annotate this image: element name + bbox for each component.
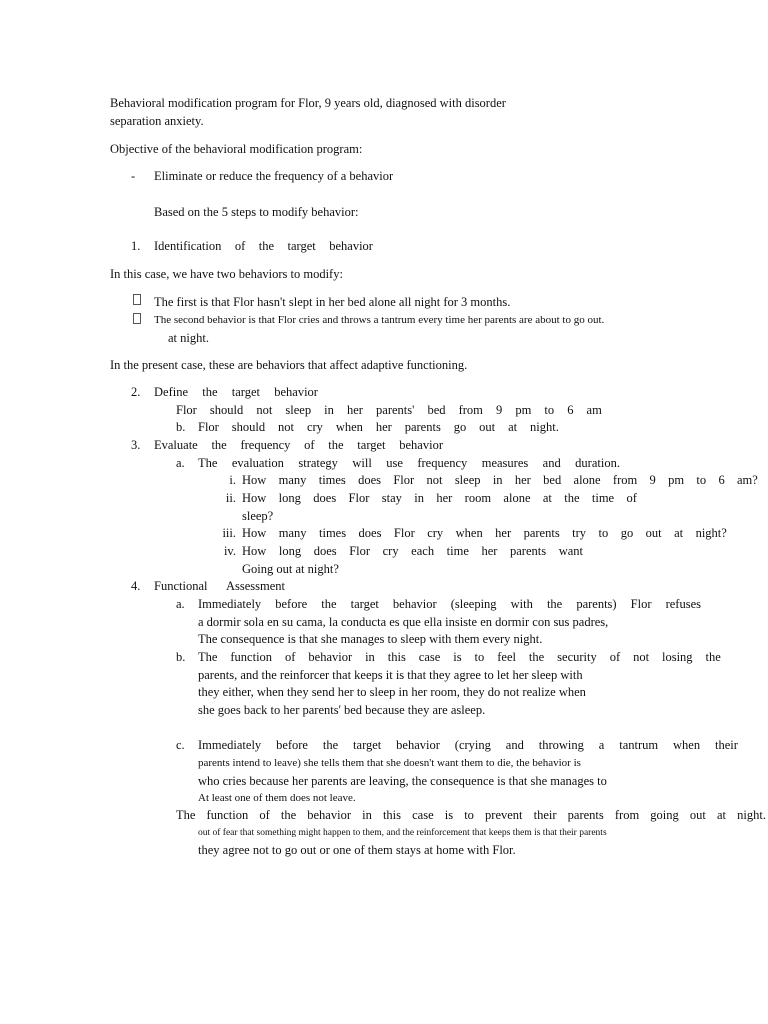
word: Flor (349, 544, 371, 558)
word: to (464, 808, 474, 822)
word: strategy (298, 456, 338, 470)
word: behavior (274, 385, 318, 399)
word: at (508, 420, 518, 434)
step3-a-text (198, 455, 620, 471)
word: measures (481, 456, 529, 470)
word: out (689, 808, 706, 822)
word: out (645, 526, 662, 540)
step2-b-marker: b. (176, 420, 186, 434)
word: am (586, 403, 602, 417)
step4-function-line2: out of fear that something might happen to them, and the reinforcement that keeps them is that their parents (198, 828, 607, 838)
step4-a-marker: a. (176, 597, 185, 611)
word: case (418, 650, 441, 664)
word: of (304, 438, 315, 452)
step4-a-line2: a dormir sola en su cama, la conducta es que ella insiste en dormir con sus padres, (198, 615, 609, 629)
step4-b-marker: b. (176, 650, 186, 664)
word: try (572, 526, 587, 540)
word: the (328, 438, 344, 452)
word: when (455, 526, 483, 540)
word: from (614, 808, 640, 822)
word: going (650, 808, 679, 822)
step4-c-line4: At least one of them does not leave. (198, 792, 356, 804)
checkbox-icon (133, 294, 141, 305)
word: How (242, 544, 267, 558)
word: night. (737, 808, 766, 822)
word: How (242, 491, 267, 505)
word: her (495, 526, 512, 540)
word: of (259, 808, 270, 822)
word: 6 (567, 403, 574, 417)
step3-iv-marker: iv. (223, 544, 236, 558)
word: Evaluate (154, 438, 198, 452)
objective-dash: - (131, 169, 136, 183)
step4-b-line2: parents, and the reinforcer that keeps it is that they agree to let her sleep with (198, 668, 583, 682)
word: refuses (665, 597, 701, 611)
step3-iv-text (242, 543, 583, 559)
word: How (242, 473, 267, 487)
word: time (446, 544, 469, 558)
word: and (505, 738, 524, 752)
step4-c-line2: parents intend to leave) she tells them that she doesn't want them to die, the behavior is (198, 757, 581, 769)
word: will (352, 456, 372, 470)
word: from (458, 403, 483, 417)
step4-a-text (198, 596, 701, 612)
word: the (705, 650, 721, 664)
word: cry (427, 526, 444, 540)
word: to (544, 403, 555, 417)
step3-iii-text (242, 525, 727, 541)
word: behavior (308, 650, 353, 664)
word: cry (306, 420, 323, 434)
word: in (492, 473, 503, 487)
word: case (412, 808, 434, 822)
word: behavior (329, 239, 373, 253)
word: of (285, 650, 296, 664)
word: in (324, 403, 334, 417)
word: is (453, 650, 462, 664)
word: The (176, 808, 196, 822)
word: sleep (454, 473, 481, 487)
word: long (278, 491, 301, 505)
word: the (546, 597, 563, 611)
word: behavior (396, 738, 440, 752)
behavior-first: The first is that Flor hasn't slept in her bed alone all night for 3 months. (154, 295, 511, 309)
word: not (256, 403, 273, 417)
word: of (609, 650, 621, 664)
step4-function-line3: they agree not to go out or one of them stays at home with Flor. (198, 843, 516, 857)
word: many (278, 526, 307, 540)
word: target (350, 597, 379, 611)
word: go (620, 526, 634, 540)
word: Functional (154, 579, 208, 593)
word: the (202, 385, 218, 399)
word: target (357, 438, 386, 452)
word: function (230, 650, 273, 664)
step4-a-line3: The consequence is that she manages to sleep with them every night. (198, 632, 543, 646)
word: times (318, 473, 346, 487)
word: the (321, 597, 337, 611)
step4-c-marker: c. (176, 738, 185, 752)
step1-number: 1. (131, 239, 141, 253)
word: the (564, 491, 580, 505)
word: each (411, 544, 435, 558)
word: a (598, 738, 605, 752)
word: this (382, 808, 401, 822)
word: the (528, 650, 545, 664)
word: many (278, 473, 307, 487)
word: in (414, 491, 424, 505)
word: tantrum (619, 738, 659, 752)
word: the (211, 438, 227, 452)
title-line-2: separation anxiety. (110, 114, 204, 128)
present-case-text: In the present case, these are behaviors that affect adaptive functioning. (110, 358, 468, 372)
word: function (206, 808, 249, 822)
word: alone (573, 473, 601, 487)
word: night? (695, 526, 727, 540)
word: pm (515, 403, 532, 417)
word: of (234, 239, 246, 253)
word: parents) (576, 597, 617, 611)
word: Immediately (198, 738, 262, 752)
step2-heading (154, 384, 318, 400)
word: their (714, 738, 738, 752)
word: Identification (154, 239, 222, 253)
word: Flor (393, 526, 415, 540)
word: target (231, 385, 260, 399)
word: room (464, 491, 492, 505)
word: prevent (485, 808, 523, 822)
word: of (626, 491, 637, 505)
word: 9 (496, 403, 503, 417)
step1-heading (154, 238, 373, 254)
step3-a-marker: a. (176, 456, 185, 470)
word: Flor (348, 491, 370, 505)
checkbox-icon (133, 313, 141, 324)
step3-i-marker: i. (229, 473, 236, 487)
word: use (386, 456, 403, 470)
title-line-1: Behavioral modification program for Flor, 9 years old, diagnosed with disorder (110, 96, 506, 110)
step4-c-line3: who cries because her parents are leaving, the consequence is that she manages to (198, 774, 607, 788)
word: bed (427, 403, 446, 417)
word: does (358, 526, 382, 540)
word: her (436, 491, 453, 505)
word: target (353, 738, 382, 752)
step3-heading (154, 437, 443, 453)
word: throwing (538, 738, 584, 752)
step4-b-text (198, 649, 721, 665)
step3-ii-marker: ii. (225, 491, 236, 505)
word: parents (567, 808, 604, 822)
word: before (276, 738, 308, 752)
word: behavior (392, 597, 437, 611)
word: stay (381, 491, 402, 505)
word: their (533, 808, 557, 822)
word: The (198, 456, 218, 470)
word: Flor (176, 403, 197, 417)
word: The (198, 650, 218, 664)
word: does (358, 473, 382, 487)
word: parents' (376, 403, 415, 417)
step2-number: 2. (131, 385, 141, 399)
word: before (275, 597, 308, 611)
word: sleep (285, 403, 312, 417)
word: and (542, 456, 561, 470)
word: want (558, 544, 583, 558)
word: time (591, 491, 615, 505)
word: the (258, 239, 275, 253)
word: in (362, 808, 372, 822)
word: Define (154, 385, 189, 399)
word: not (278, 420, 295, 434)
word: when (335, 420, 363, 434)
word: alone (503, 491, 531, 505)
word: at (716, 808, 727, 822)
word: duration. (575, 456, 620, 470)
word: is (444, 808, 454, 822)
two-behaviors-text: In this case, we have two behaviors to modify: (110, 267, 343, 281)
word: feel (497, 650, 516, 664)
word: frequency (240, 438, 291, 452)
word: parents (404, 420, 441, 434)
word: parents (510, 544, 547, 558)
word: from (612, 473, 638, 487)
word: (crying (454, 738, 491, 752)
behavior-second: The second behavior is that Flor cries and throws a tantrum every time her parents are about to go out. (154, 314, 605, 326)
word: behavior (399, 438, 443, 452)
word: times (319, 526, 347, 540)
five-steps-text: Based on the 5 steps to modify behavior: (154, 205, 359, 219)
word: Flor (198, 420, 219, 434)
word: should (231, 420, 266, 434)
step3-number: 3. (131, 438, 141, 452)
word: not (633, 650, 650, 664)
word: pm (668, 473, 685, 487)
objective-heading: Objective of the behavioral modification program: (110, 142, 363, 156)
word: frequency (417, 456, 468, 470)
word: at (674, 526, 684, 540)
word: Flor (393, 473, 415, 487)
step4-number: 4. (131, 579, 141, 593)
word: does (313, 544, 337, 558)
word: security (557, 650, 597, 664)
word: 9 (649, 473, 656, 487)
word: go (453, 420, 467, 434)
step3-iv-cont: Going out at night? (242, 562, 339, 576)
word: to (598, 526, 609, 540)
step4-function-text (176, 807, 766, 823)
step4-b-line4: she goes back to her parents' bed because they are asleep. (198, 703, 486, 717)
word: when (673, 738, 701, 752)
step4-b-line3: they either, when they send her to sleep in her room, they do not realize when (198, 685, 586, 699)
word: Flor (630, 597, 652, 611)
word: at (542, 491, 552, 505)
word: cry (382, 544, 399, 558)
behavior-second-cont: at night. (168, 331, 209, 345)
step4-c-text (198, 737, 738, 753)
word: (sleeping (450, 597, 497, 611)
word: in (365, 650, 375, 664)
step2-line-a (176, 402, 602, 418)
word: am? (737, 473, 758, 487)
word: 6 (718, 473, 725, 487)
word: her (481, 544, 498, 558)
word: should (209, 403, 244, 417)
word: parents (523, 526, 560, 540)
word: long (278, 544, 302, 558)
word: Immediately (198, 597, 262, 611)
step3-ii-cont: sleep? (242, 509, 274, 523)
word: does (313, 491, 337, 505)
step3-iii-marker: iii. (222, 526, 236, 540)
word: out (479, 420, 496, 434)
word: bed (543, 473, 562, 487)
word: her (375, 420, 392, 434)
word: this (387, 650, 406, 664)
step3-i-text (242, 472, 758, 488)
word: the (280, 808, 297, 822)
word: to (474, 650, 485, 664)
step2-line-b (198, 419, 559, 435)
word: not (426, 473, 443, 487)
word: night. (530, 420, 559, 434)
objective-item: Eliminate or reduce the frequency of a behavior (154, 169, 394, 183)
word: target (287, 239, 316, 253)
word: her (514, 473, 531, 487)
step4-heading (154, 578, 285, 594)
word: with (510, 597, 533, 611)
step3-ii-text (242, 490, 637, 506)
word: behavior (307, 808, 351, 822)
word: How (242, 526, 267, 540)
word: Assessment (225, 579, 285, 593)
word: losing (662, 650, 693, 664)
word: to (696, 473, 707, 487)
word: her (346, 403, 363, 417)
word: the (322, 738, 339, 752)
word: evaluation (231, 456, 284, 470)
